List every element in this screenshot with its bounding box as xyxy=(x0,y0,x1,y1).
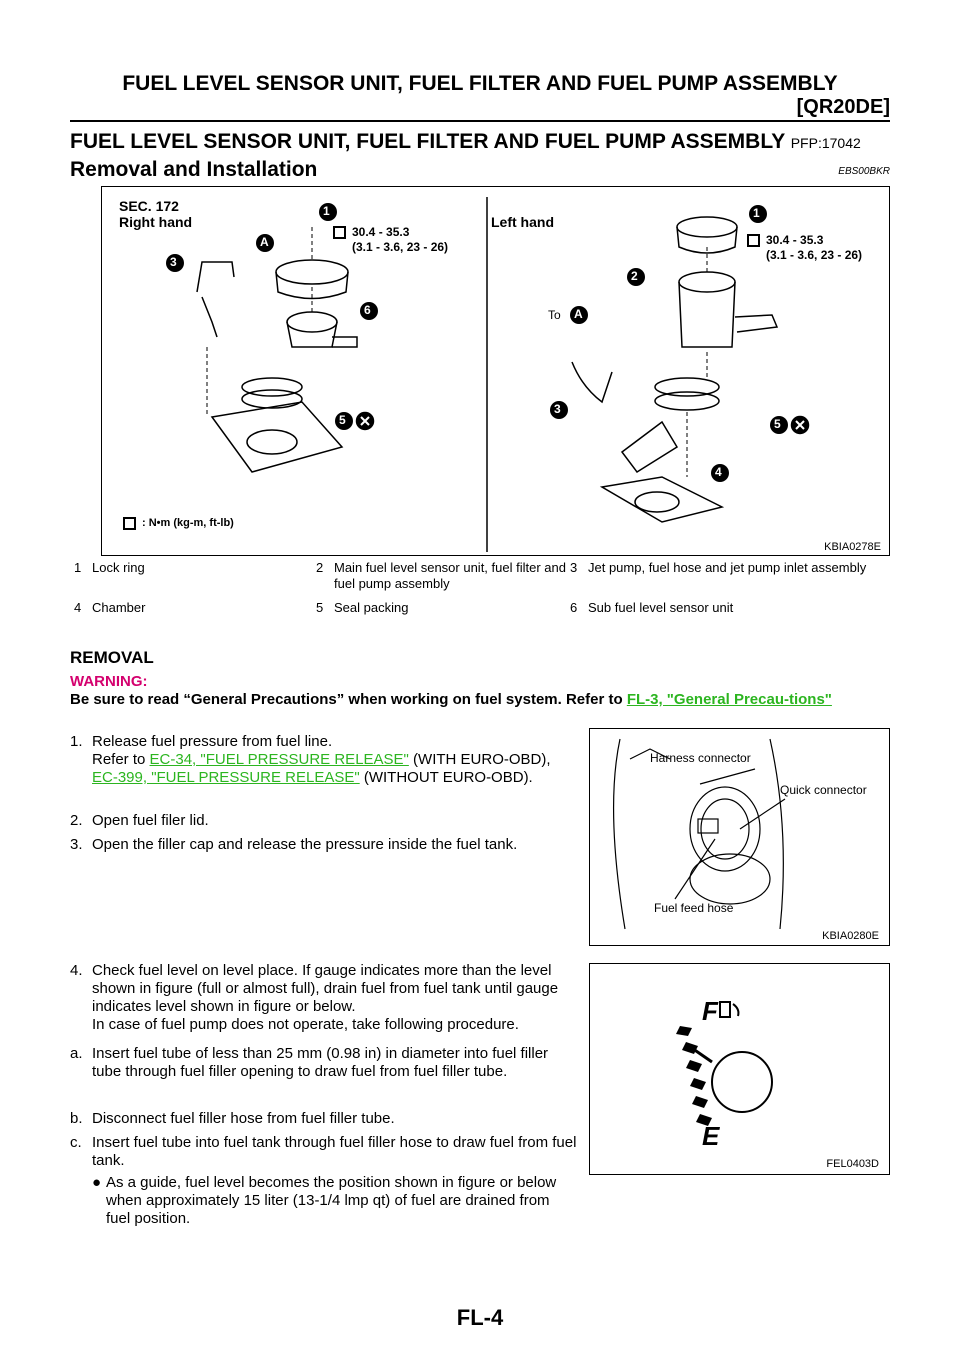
right-hand-label: Right hand xyxy=(119,214,193,230)
step-2 xyxy=(70,812,578,830)
step-4-note: In case of fuel pump does not operate, take following procedure. xyxy=(92,1016,519,1033)
step-number: 2. xyxy=(70,812,83,829)
section-title-text: FUEL LEVEL SENSOR UNIT, FUEL FILTER AND FUEL PUMP ASSEMBLY xyxy=(70,130,785,153)
callout-4-left: 4 xyxy=(715,465,722,479)
part-num: 5 xyxy=(316,600,324,615)
part-name: Jet pump, fuel hose and jet pump inlet assembly xyxy=(588,560,867,575)
step-1 xyxy=(70,733,578,787)
part-name: Chamber xyxy=(92,600,146,615)
section-title xyxy=(70,130,861,154)
warning-text xyxy=(70,690,900,709)
callout-2-left: 2 xyxy=(631,269,638,283)
do-not-reuse-marks xyxy=(357,413,808,433)
step-letter: c. xyxy=(70,1134,82,1151)
figure3-code: FEL0403D xyxy=(826,1158,879,1170)
part-num: 3 xyxy=(570,560,578,575)
step-3-text: Open the filler cap and release the pressure inside the fuel tank. xyxy=(92,836,518,853)
warning-label: WARNING: xyxy=(70,673,148,690)
step-a-line xyxy=(70,1045,578,1081)
without-euro-text: (WITHOUT EURO-OBD). xyxy=(359,769,533,786)
callout-3-left: 3 xyxy=(554,402,561,416)
step-2-text: Open fuel filer lid. xyxy=(92,812,209,829)
gauge-ticks xyxy=(676,1026,712,1126)
step-number: 4. xyxy=(70,962,83,979)
torque-right-value: 30.4 - 35.3 xyxy=(352,225,410,239)
torque-legend: : N•m (kg-m, ft-lb) xyxy=(142,517,234,529)
removal-heading: REMOVAL xyxy=(70,648,154,667)
step-a xyxy=(70,1045,578,1081)
subsection-ref: EBS00BKR xyxy=(838,166,890,177)
fuel-gauge-drawing xyxy=(590,964,889,1174)
step-4-text: Check fuel level on level place. If gauge indicates more than the level shown in figure (full or almost full), drain fuel from fuel tank until gauge indicates level shown in figure or below. xyxy=(92,962,559,1015)
callout-5-right: 5 xyxy=(339,413,346,427)
refer-text: Refer to xyxy=(92,751,150,768)
page-number: FL-4 xyxy=(456,1305,504,1330)
step-4-line xyxy=(70,962,578,1016)
harness-connector-label: Harness connector xyxy=(650,751,751,765)
step-b-text: Disconnect fuel filler hose from fuel filler tube. xyxy=(92,1110,395,1127)
callout-3-right: 3 xyxy=(170,255,177,269)
parts-row xyxy=(74,600,890,624)
bullet-dot: ● xyxy=(92,1174,102,1191)
callout-6-right: 6 xyxy=(364,303,371,317)
step-c-text: Insert fuel tube into fuel tank through fuel filler hose to draw fuel from fuel tank. xyxy=(92,1134,577,1169)
step-b xyxy=(70,1110,578,1128)
header-rule xyxy=(70,120,890,122)
left-hand-parts xyxy=(572,217,777,522)
torque-left-units: (3.1 - 3.6, 23 - 26) xyxy=(766,248,863,262)
left-hand-label: Left hand xyxy=(491,214,554,230)
running-header-title: FUEL LEVEL SENSOR UNIT, FUEL FILTER AND FUEL PUMP ASSEMBLY xyxy=(122,72,838,95)
step-letter: a. xyxy=(70,1045,83,1062)
right-hand-parts xyxy=(197,260,357,472)
callout-A-right: A xyxy=(260,235,269,249)
torque-right-units: (3.1 - 3.6, 23 - 26) xyxy=(352,240,449,254)
torque-spec-left xyxy=(766,233,862,263)
part-num: 2 xyxy=(316,560,324,575)
to-label: To xyxy=(548,308,561,322)
exploded-view-figure xyxy=(101,186,890,556)
fuel-feed-hose-label: Fuel feed hose xyxy=(654,901,734,915)
step-1-text: Release fuel pressure from fuel line. xyxy=(92,733,333,750)
step-number: 1. xyxy=(70,733,83,750)
gauge-empty-mark: E xyxy=(702,1121,720,1151)
gauge-full-mark: F xyxy=(702,996,718,1026)
part-num: 6 xyxy=(570,600,578,615)
with-euro-text: (WITH EURO-OBD), xyxy=(408,751,551,768)
bullet-text-wrap xyxy=(106,1174,576,1228)
step-letter: b. xyxy=(70,1110,83,1127)
fuel-pressure-release-link-noneuro[interactable]: EC-399, "FUEL PRESSURE RELEASE" xyxy=(92,769,360,786)
part-num: 4 xyxy=(74,600,82,615)
sec-label xyxy=(119,198,192,230)
step-a-text: Insert fuel tube of less than 25 mm (0.98 in) in diameter into fuel filler tube through fuel filler opening to draw fuel from fuel filler tube. xyxy=(92,1045,549,1080)
part-num: 1 xyxy=(74,560,82,575)
step-3 xyxy=(70,836,578,854)
fuel-pressure-release-link-euro[interactable]: EC-34, "FUEL PRESSURE RELEASE" xyxy=(149,751,409,768)
step-c-line xyxy=(70,1134,578,1170)
callout-1-left: 1 xyxy=(753,206,760,220)
parts-row xyxy=(74,560,890,600)
part-name: Lock ring xyxy=(92,560,145,575)
step-1-ref xyxy=(70,751,578,787)
guide-bullet xyxy=(92,1174,892,1228)
fuel-gauge-figure xyxy=(589,963,890,1175)
engine-code: [QR20DE] xyxy=(796,96,890,118)
section-code: PFP:17042 xyxy=(790,135,861,151)
torque-left-value: 30.4 - 35.3 xyxy=(766,233,824,247)
callout-1-right: 1 xyxy=(323,204,330,218)
bullet-text: As a guide, fuel level becomes the position shown in figure or below when approximately 15 liter (13-1/4 lmp qt) of fuel are drained from fuel position. xyxy=(106,1174,557,1227)
callout-A-left: A xyxy=(574,307,583,321)
step-c xyxy=(70,1134,578,1170)
callout-5-left: 5 xyxy=(774,417,781,431)
torque-spec-right xyxy=(352,225,448,255)
warning-body: Be sure to read “General Precautions” when working on fuel system. Refer to xyxy=(70,691,627,708)
step-number: 3. xyxy=(70,836,83,853)
part-name: Sub fuel level sensor unit xyxy=(588,600,734,615)
parts-legend-table xyxy=(74,560,890,624)
part-name: Main fuel level sensor unit, fuel filter and fuel pump assembly xyxy=(334,560,566,591)
torque-icons xyxy=(124,227,759,529)
harness-connector-figure xyxy=(589,728,890,946)
figure2-code: KBIA0280E xyxy=(822,930,879,942)
subsection-title: Removal and Installation xyxy=(70,158,318,181)
sec-number: SEC. 172 xyxy=(119,198,179,214)
part-name: Seal packing xyxy=(334,600,409,615)
figure1-code: KBIA0278E xyxy=(824,541,881,553)
quick-connector-label: Quick connector xyxy=(780,783,867,797)
bullet-line xyxy=(92,1174,892,1228)
general-precautions-link[interactable]: FL-3, "General Precau-tions" xyxy=(626,691,832,708)
step-4 xyxy=(70,962,578,1034)
